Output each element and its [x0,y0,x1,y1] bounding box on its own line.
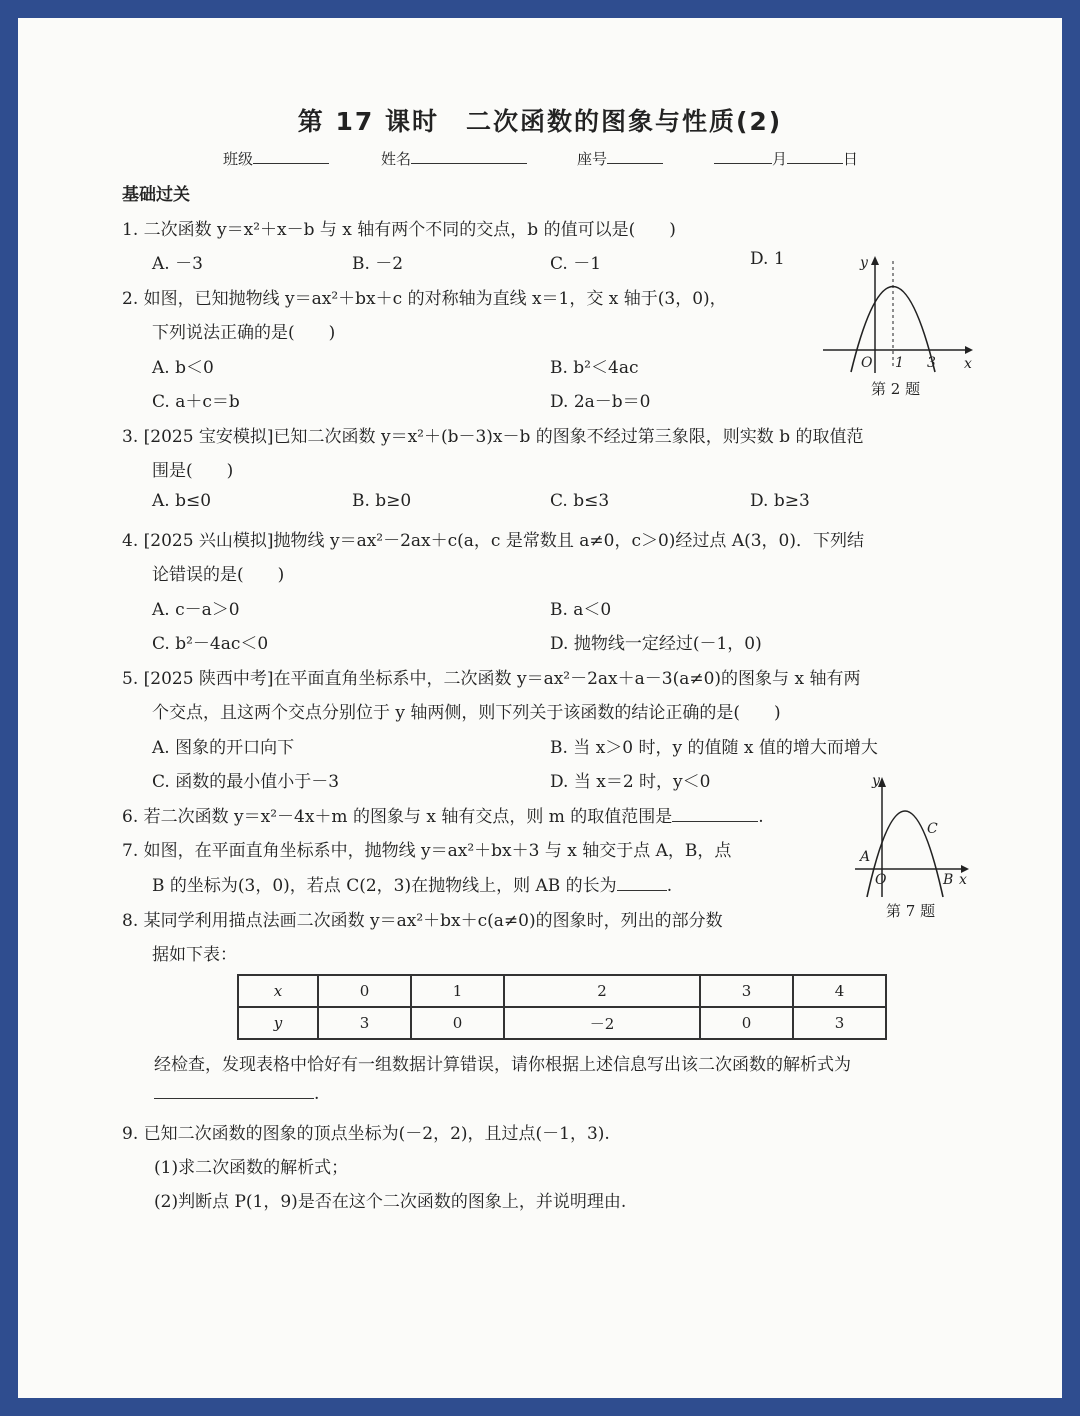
q1-stem: 1. 二次函数 y＝x²＋x－b 与 x 轴有两个不同的交点，b 的值可以是( ) [122,220,676,240]
q7-label-b: B [943,872,954,888]
q2-label-origin: O [861,355,873,371]
q9-part2: (2)判断点 P(1，9)是否在这个二次函数的图象上，并说明理由. [154,1192,627,1212]
q3-option-d[interactable]: D. b≥3 [750,491,810,511]
class-label: 班级 [223,150,254,168]
table-cell: 0 [700,1007,793,1039]
q2-label-one: 1 [895,355,904,371]
table-cell: 3 [318,1007,411,1039]
q6-end: . [758,807,764,827]
month-label: 月 [772,150,788,168]
q7-label-y: y [872,773,880,789]
worksheet-page [18,18,1062,1398]
table-cell: x [238,975,318,1007]
q8-stem-line3: 经检查，发现表格中恰好有一组数据计算错误，请你根据上述信息写出该二次函数的解析式为 [154,1055,851,1075]
q1-option-d[interactable]: D. 1 [750,249,785,269]
table-cell: 0 [318,975,411,1007]
q1-option-a[interactable]: A. －3 [152,254,203,274]
q7-line2 [152,871,672,896]
q2-stem-line1: 2. 如图，已知抛物线 y＝ax²＋bx＋c 的对称轴为直线 x＝1，交 x 轴于(3，0)， [122,289,727,309]
class-field [223,148,329,169]
table-cell: 1 [411,975,504,1007]
name-label: 姓名 [381,150,412,168]
q5-stem-line1: 5. [2025 陕西中考]在平面直角坐标系中，二次函数 y＝ax²－2ax＋a－3(a≠0)的图象与 x 轴有两 [122,669,861,689]
q7-end: . [666,876,673,896]
q8-answer-blank[interactable] [154,1084,314,1099]
section-heading: 基础过关 [122,185,190,205]
q3-option-b[interactable]: B. b≥0 [352,491,412,511]
q4-option-c[interactable]: C. b²－4ac＜0 [152,634,269,654]
date-field [714,148,858,169]
name-field [381,148,527,169]
q6-stem: 6. 若二次函数 y＝x²－4x＋m 的图象与 x 轴有交点，则 m 的取值范围是 [122,807,673,827]
q4-option-a[interactable]: A. c－a＞0 [152,600,240,620]
q3-option-a[interactable]: A. b≤0 [152,491,212,511]
table-cell: 2 [504,975,700,1007]
month-blank[interactable] [714,149,772,164]
q9-stem: 9. 已知二次函数的图象的顶点坐标为(－2，2)，且过点(－1，3). [122,1124,610,1144]
q4-option-d[interactable]: D. 抛物线一定经过(－1，0) [550,634,762,654]
q2-figure [823,253,973,373]
q8-data-table [237,974,887,1040]
q1-option-c[interactable]: C. －1 [550,254,602,274]
q7-figure [855,773,975,898]
q7-caption: 第 7 题 [886,902,936,920]
seat-field [577,148,663,169]
q4-stem-line2: 论错误的是( ) [152,565,285,585]
q6-line [122,802,764,827]
day-label: 日 [843,150,859,168]
q2-option-d[interactable]: D. 2a－b＝0 [550,392,651,412]
q6-answer-blank[interactable] [672,807,758,822]
q2-option-c[interactable]: C. a＋c＝b [152,392,240,412]
q2-label-three: 3 [927,355,936,371]
q7-answer-blank[interactable] [617,876,667,891]
q5-option-a[interactable]: A. 图象的开口向下 [152,738,295,758]
table-cell: 3 [700,975,793,1007]
q2-option-a[interactable]: A. b＜0 [152,358,214,378]
seat-blank[interactable] [607,149,663,164]
seat-label: 座号 [577,150,608,168]
q5-option-d[interactable]: D. 当 x＝2 时，y＜0 [550,772,711,792]
q3-stem-line2: 围是( ) [152,461,234,481]
table-cell: y [238,1007,318,1039]
q4-option-b[interactable]: B. a＜0 [550,600,612,620]
q7-label-origin: O [875,872,887,888]
table-cell: 4 [793,975,886,1007]
q7-label-a: A [860,849,871,865]
q7-stem-line2: B 的坐标为(3，0)，若点 C(2，3)在抛物线上，则 AB 的长为 [152,876,617,896]
q8-answer-line [154,1084,319,1104]
day-blank[interactable] [787,149,843,164]
q5-stem-line2: 个交点，且这两个交点分别位于 y 轴两侧，则下列关于该函数的结论正确的是( ) [152,703,781,723]
q7-label-x: x [959,872,967,888]
page-title: 第 17 课时 二次函数的图象与性质(2) [297,107,783,136]
q2-caption: 第 2 题 [871,380,921,398]
q2-label-x: x [964,356,972,372]
q8-stem-line1: 8. 某同学利用描点法画二次函数 y＝ax²＋bx＋c(a≠0)的图象时，列出的部分数 [122,911,723,931]
q5-option-b[interactable]: B. 当 x＞0 时，y 的值随 x 值的增大而增大 [550,738,878,758]
table-row [238,1007,886,1039]
q7-label-c: C [927,821,938,837]
q2-y-arrow [871,256,879,265]
table-cell: －2 [504,1007,700,1039]
q2-label-y: y [860,255,868,271]
table-cell: 0 [411,1007,504,1039]
q2-option-b[interactable]: B. b²＜4ac [550,358,639,378]
q4-stem-line1: 4. [2025 兴山模拟]抛物线 y＝ax²－2ax＋c(a，c 是常数且 a≠0，c＞0)经过点 A(3，0)．下列结 [122,531,864,551]
table-cell: 3 [793,1007,886,1039]
q2-x-arrow [965,346,973,354]
table-row [238,975,886,1007]
q8-end: . [314,1084,320,1104]
q2-stem-line2: 下列说法正确的是( ) [152,323,336,343]
q8-stem-line2: 据如下表： [152,945,237,965]
q3-option-c[interactable]: C. b≤3 [550,491,610,511]
q7-stem-line1: 7. 如图，在平面直角坐标系中，抛物线 y＝ax²＋bx＋3 与 x 轴交于点 A，B，点 [122,841,732,861]
q5-option-c[interactable]: C. 函数的最小值小于－3 [152,772,340,792]
class-blank[interactable] [253,149,329,164]
q3-stem-line1: 3. [2025 宝安模拟]已知二次函数 y＝x²＋(b－3)x－b 的图象不经过第三象限，则实数 b 的取值范 [122,427,864,447]
q9-part1: (1)求二次函数的解析式； [154,1158,349,1178]
name-blank[interactable] [411,149,527,164]
q1-option-b[interactable]: B. －2 [352,254,404,274]
